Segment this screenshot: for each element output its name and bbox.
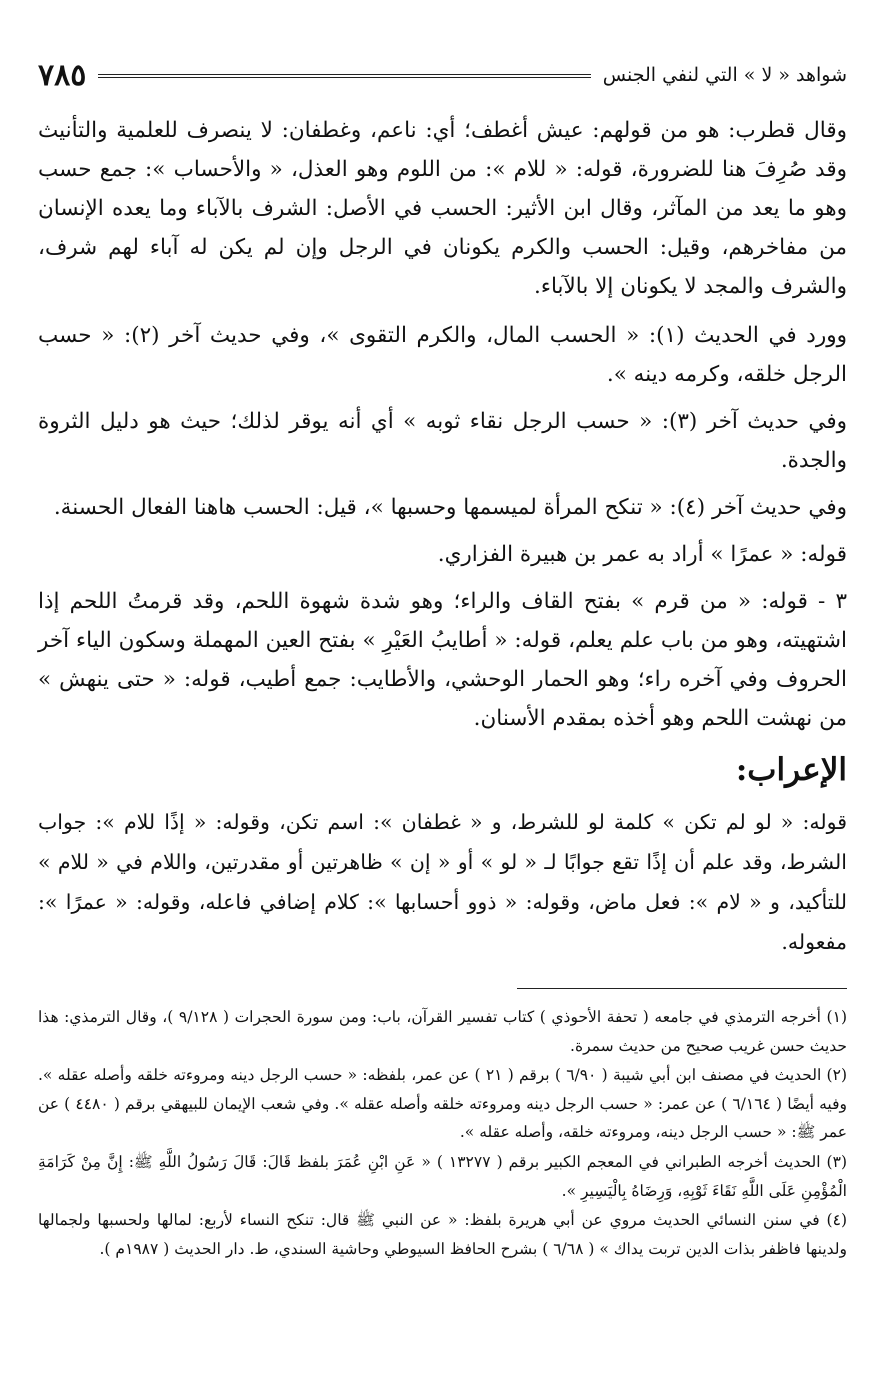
footnote-1: (١) أخرجه الترمذي في جامعه ( تحفة الأحوذي ) كتاب تفسير القرآن، باب: ومن سورة الحجرات ( ٩/١٢٨ )، وقال الترمذي: هذا حديث حسن غريب صحيح من حديث سمرة. [38,1008,847,1055]
footnote-2: (٢) الحديث في مصنف ابن أبي شيبة ( ٦/٩٠ ) برقم ( ٢١ ) عن عمر، بلفظه: « حسب الرجل دينه ومروءته خلقه وأصله عقله ». وفيه أيضًا ( ٦/١٦٤ ) عن عمر: « حسب الرجل دينه ومروءته خلقه وأصله عقله ». وفي شعب الإيمان للبيهقي برقم ( ٤٤٨٠ ) عن عمر ﷺ: « حسب الرجل دينه، ومروءته خلقه، وأصله عقله ». [38,1066,848,1142]
irab-paragraph: قوله: « لو لم تكن » كلمة لو للشرط، و « غطفان »: اسم تكن، وقوله: « إذًا للام »: جواب الشرط، وقد علم أن إذًا تقع جوابًا لـ « لو » أو « إن » ظاهرتين أو مقدرتين، واللام في « للام » للتأكيد، و « لام »: فعل ماض، وقوله: « ذوو أحسابها »: كلام إضافي فاعله، وقوله: « عمرًا »: مفعوله. [38,810,847,954]
book-page [38,55,847,1382]
paragraph-hadith-2: وفي حديث آخر (٣): « حسب الرجل نقاء ثوبه » أي أنه يوقر لذلك؛ حيث هو دليل الثروة والجدة. [38,409,847,473]
footnote-3: (٣) الحديث أخرجه الطبراني في المعجم الكبير برقم ( ١٣٢٧٧ ) « عَنِ ابْنِ عُمَرَ بلفظ قَالَ: قَالَ رَسُولُ اللَّهِ ﷺ: إِنَّ مِنْ كَرَامَةِ الْمُؤْمِنِ عَلَى اللَّهِ نَقَاءَ ثَوْبِهِ، وَرِضَاهُ بِالْيَسِيرِ ». [38,1152,847,1200]
irab-heading: الإعراب: [735,752,847,788]
paragraph-hadith-3: وفي حديث آخر (٤): « تنكح المرأة لميسمها وحسبها »، قيل: الحسب هاهنا الفعال الحسنة. [53,495,847,520]
footnote-divider [517,988,847,989]
running-title: شواهد « لا » التي لنفي الجنس [602,64,847,86]
footnote-4: (٤) في سنن النسائي الحديث مروي عن أبي هريرة بلفظ: « عن النبي ﷺ قال: تنكح النساء لأربع: لمالها ولحسبها ولجمالها ولدينها فاظفر بذات الدين تربت يداك » ( ٦/٦٨ ) بشرح الحافظ السيوطي وحاشية السندي، ط. دار الحديث ( ١٩٨٧م ). [38,1211,847,1258]
paragraph-hadith-1: وورد في الحديث (١): « الحسب المال، والكرم التقوى »، وفي حديث آخر (٢): « حسب الرجل خلقه، وكرمه دينه ». [38,323,847,387]
paragraph-qutrub: وقال قطرب: هو من قولهم: عيش أغطف؛ أي: ناعم، وغطفان: لا ينصرف للعلمية والتأنيث وقد صُرِفَ هنا للضرورة، قوله: « للام »: من اللوم وهو العذل، « والأحساب »: جمع حسب وهو ما يعد من المآثر، وقال ابن الأثير: الحسب في الأصل: الشرف بالآباء وما يعده الإنسان من مفاخرهم، وقيل: الحسب والكرم يكونان في الرجل وإن لم يكن له آباء لهم شرف، والشرف والمجد لا يكونان إلا بالآباء. [38,118,847,299]
page-number: ٧٨٥ [38,57,87,93]
header-rule [98,74,590,78]
page-header [38,55,847,95]
paragraph-qaram: ٣ - قوله: « من قرم » بفتح القاف والراء؛ وهو شدة شهوة اللحم، وقد قرمتُ اللحم إذا اشتهيته، وهو من باب علم يعلم، قوله: « أطايبُ العَيْرِ » بفتح العين المهملة وسكون الياء آخر الحروف وفي آخره راء؛ وهو الحمار الوحشي، والأطايب: جمع أطيب، قوله: « حتى ينهش » من نهشت اللحم وهو أخذه بمقدم الأسنان. [38,589,847,731]
paragraph-amr: قوله: « عمرًا » أراد به عمر بن هبيرة الفزاري. [437,542,847,567]
main-text [38,111,847,962]
footnotes [38,1003,847,1263]
